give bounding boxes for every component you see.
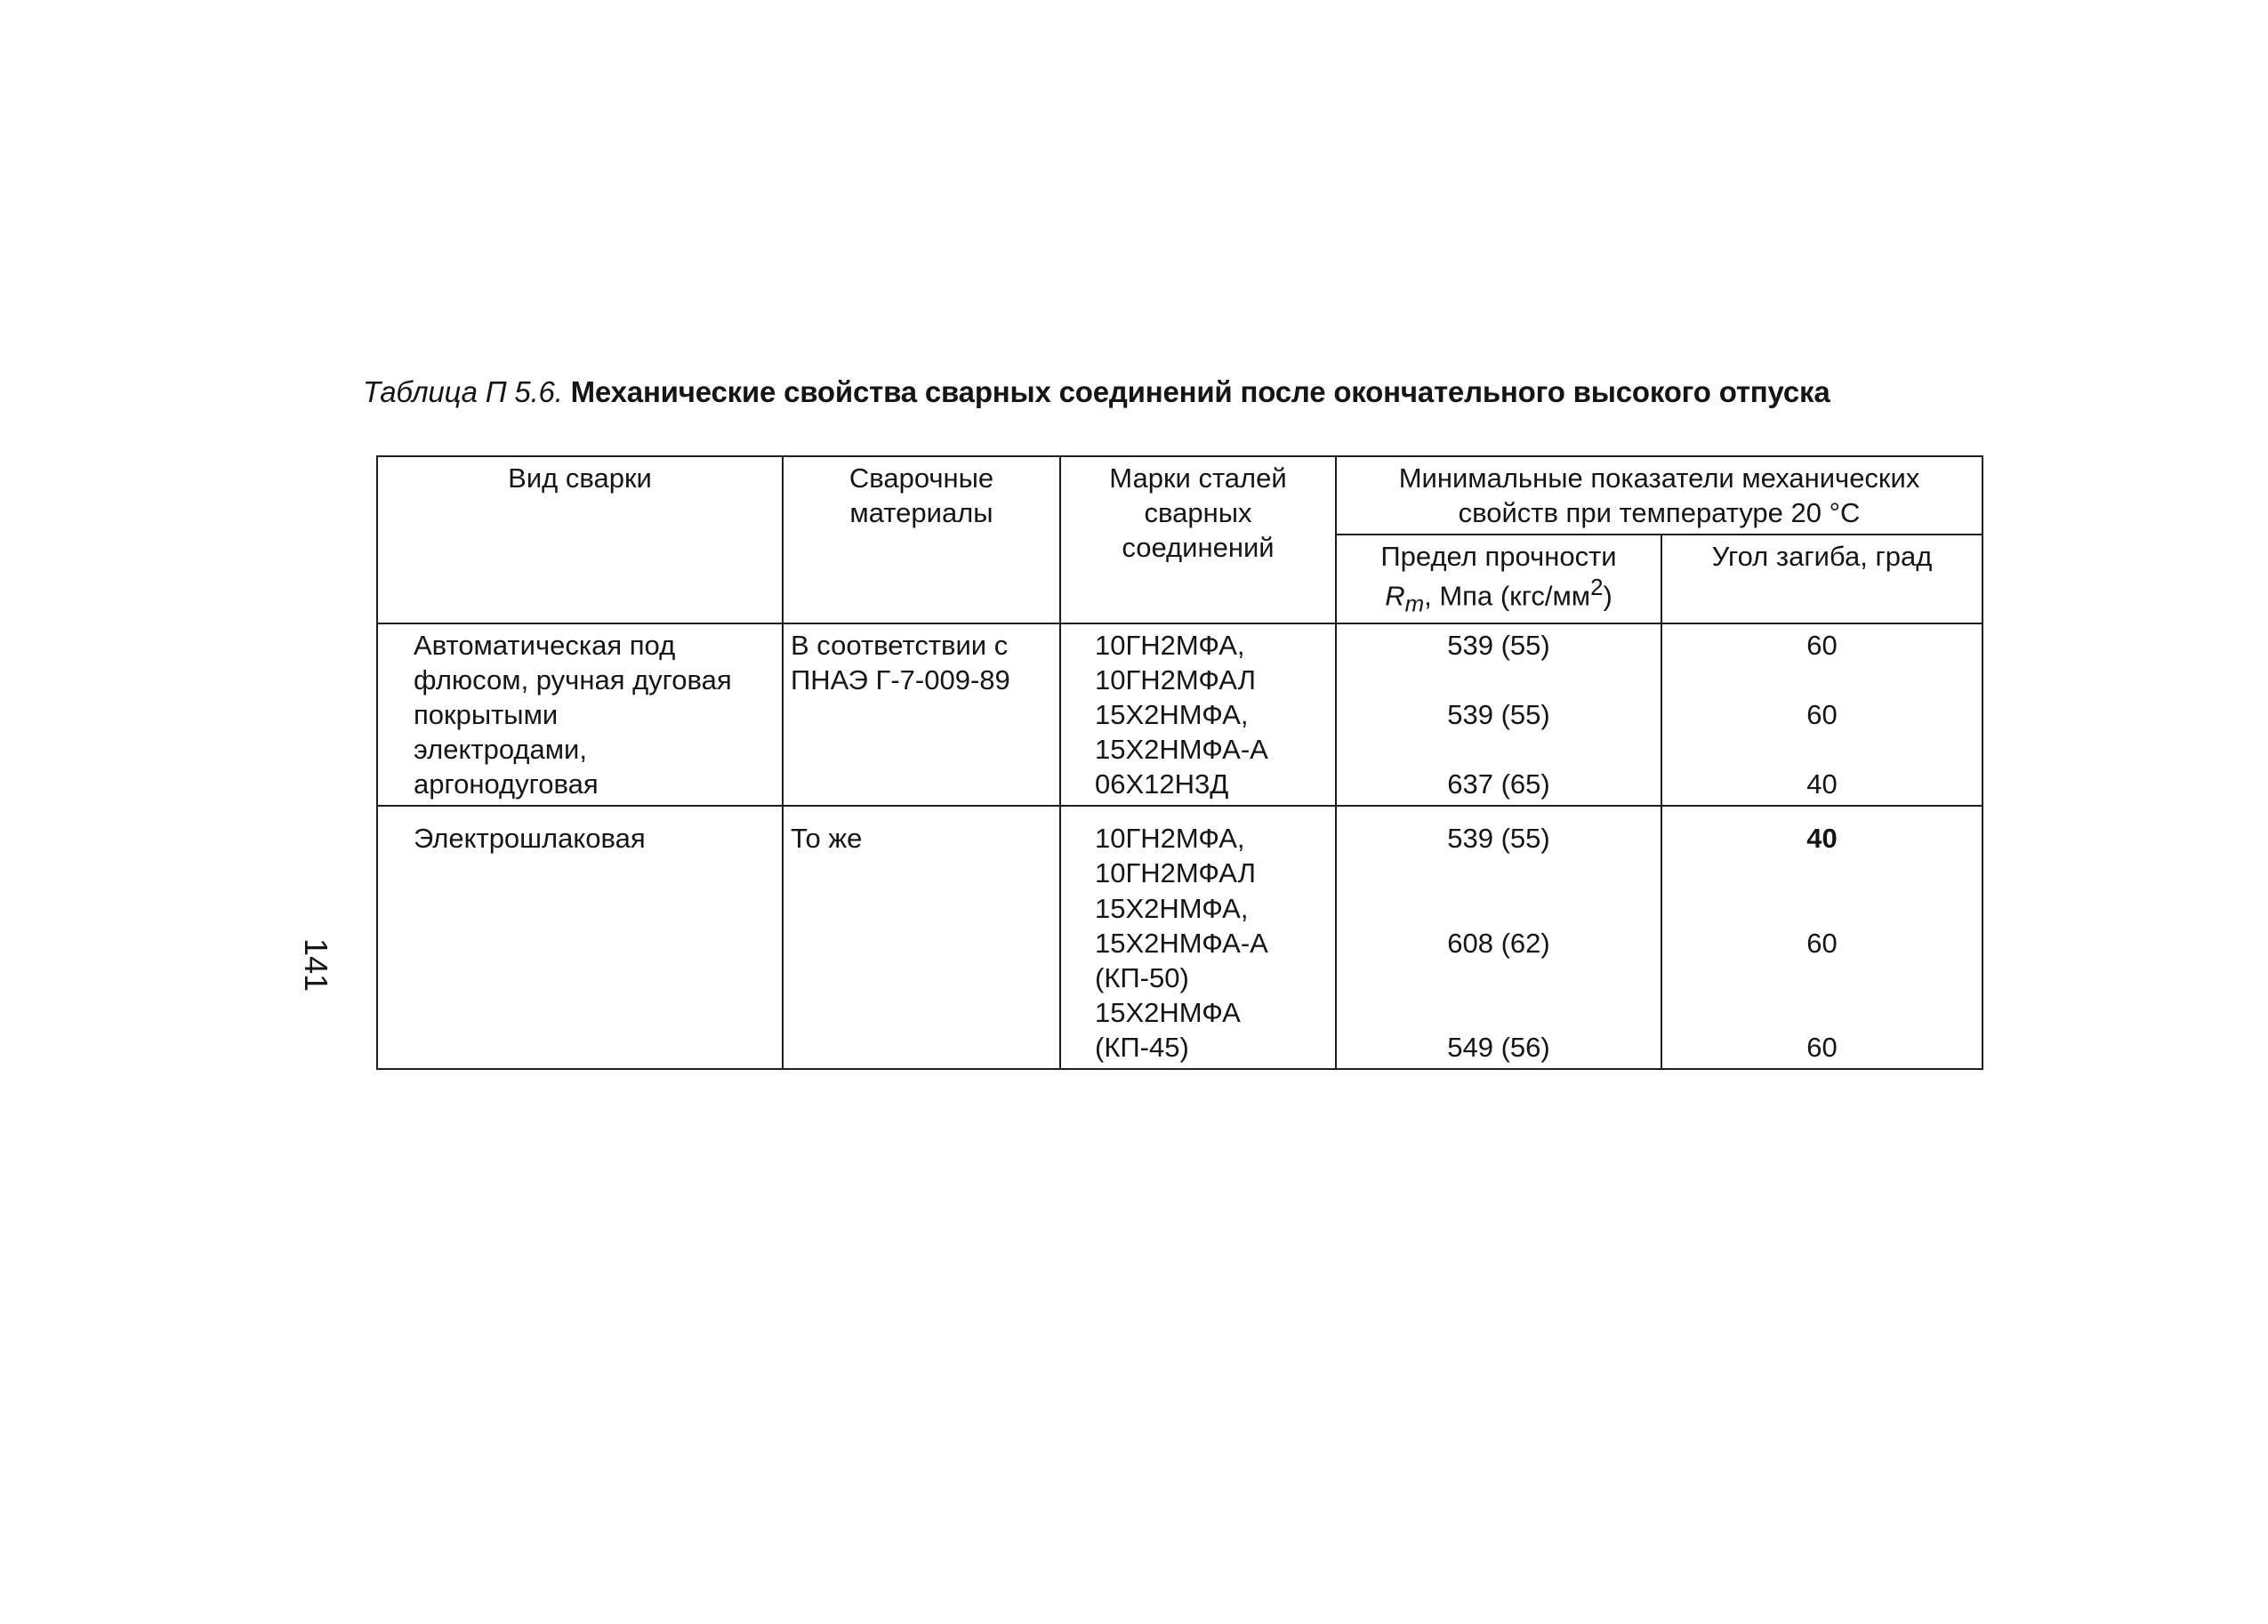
cell-strength: 539 (55) 608 (62) 549 (56) [1336,806,1661,1068]
table-caption [363,375,1830,409]
cell-materials: То же [783,806,1060,1068]
cell-bend-angle: 40 60 60 [1661,806,1982,1068]
header-bend-angle: Угол загиба, град [1661,535,1982,623]
cell-steel-grades: 10ГН2МФА, 10ГН2МФАЛ 15Х2НМФА, 15Х2НМФА-А (КП-50) 15Х2НМФА (КП-45) [1060,806,1336,1068]
page-number: 141 [298,937,334,993]
caption-text: Механические свойства сварных соединений после окончательного высокого отпуска [570,375,1830,408]
header-strength: Предел прочности $R_m$, Мпа $(кгс/мм^2)$ [1336,535,1661,623]
header-materials: Сварочные материалы [783,456,1060,623]
cell-welding-type: Электрошлаковая [377,806,783,1068]
caption-label: Таблица П 5.6. [363,375,563,408]
table-row [377,806,1982,1068]
header-min-properties: Минимальные показатели механических свойств при температуре 20 °С [1336,456,1982,535]
header-steel-grades: Марки сталей сварных соединений [1060,456,1336,623]
cell-strength: 539 (55) 539 (55) 637 (65) [1336,623,1661,806]
header-welding-type: Вид сварки [377,456,783,623]
cell-welding-type: Автоматическая под флюсом, ручная дуговая покрытыми электродами, аргонодуговая [377,623,783,806]
cell-materials: В соответствии с ПНАЭ Г-7-009-89 [783,623,1060,806]
table-row [377,623,1982,806]
cell-bend-angle: 60 60 40 [1661,623,1982,806]
mechanical-properties-table [376,455,1983,1070]
cell-steel-grades: 10ГН2МФА, 10ГН2МФАЛ 15Х2НМФА, 15Х2НМФА-А 06Х12Н3Д [1060,623,1336,806]
